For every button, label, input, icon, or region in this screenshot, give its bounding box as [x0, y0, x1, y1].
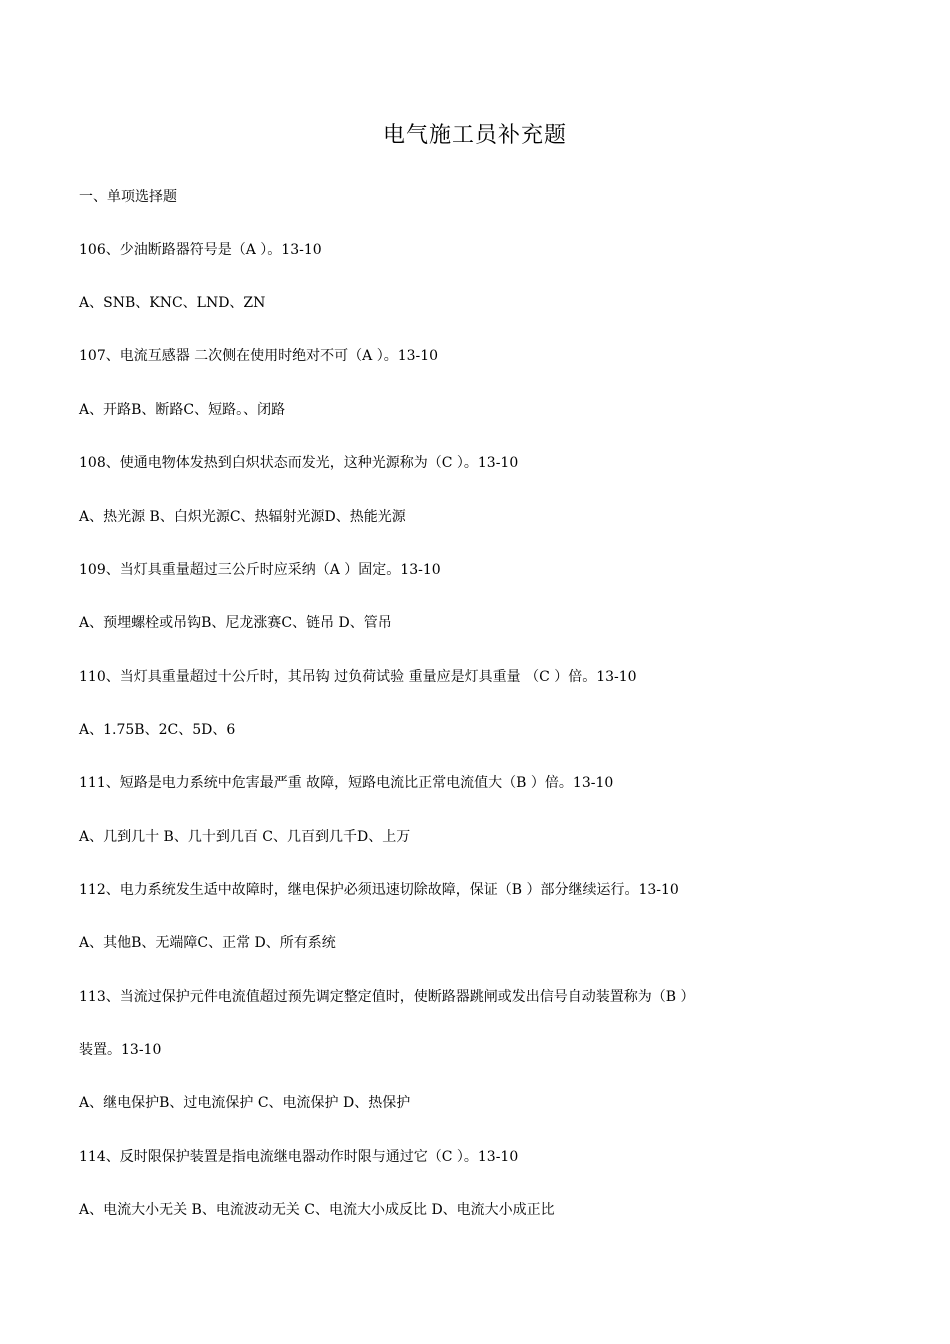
- section-heading: 一、单项选择题: [79, 189, 177, 205]
- options-114: A、电流大小无关 B、电流波动无关 C、电流大小成反比 D、电流大小成正比: [79, 1202, 555, 1218]
- options-113: A、继电保护B、过电流保护 C、电流保护 D、热保护: [79, 1095, 411, 1111]
- question-112: 112、电力系统发生适中故障时，继电保护必须迅速切除故障，保证（B ）部分继续运行。13-10: [79, 882, 679, 898]
- question-113-continued: 装置。13-10: [79, 1042, 162, 1058]
- question-109: 109、当灯具重量超过三公斤时应采纳（A ）固定。13-10: [79, 562, 441, 578]
- document-title: 电气施工员补充题: [382, 123, 567, 148]
- question-106: 106、少油断路器符号是（A ）。13-10: [79, 242, 322, 258]
- options-108: A、热光源 B、白炽光源C、热辐射光源D、热能光源: [79, 509, 406, 525]
- question-108: 108、使通电物体发热到白炽状态而发光，这种光源称为（C ）。13-10: [79, 455, 519, 471]
- question-113: 113、当流过保护元件电流值超过预先调定整定值时，使断路器跳闸或发出信号自动装置称为（B ）: [79, 989, 695, 1005]
- question-111: 111、短路是电力系统中危害最严重 故障，短路电流比正常电流值大（B ）倍。13-10: [79, 775, 614, 791]
- options-110: A、1.75B、2C、5D、6: [79, 722, 236, 738]
- question-110: 110、当灯具重量超过十公斤时，其吊钩 过负荷试验 重量应是灯具重量 （C ）倍。13-10: [79, 669, 637, 685]
- options-106: A、SNB、KNC、LND、ZN: [79, 295, 266, 311]
- options-107: A、开路B、断路C、短路。、闭路: [79, 402, 286, 418]
- question-114: 114、反时限保护装置是指电流继电器动作时限与通过它（C ）。13-10: [79, 1149, 519, 1165]
- options-109: A、预埋螺栓或吊钩B、尼龙涨赛C、链吊 D、管吊: [79, 615, 392, 631]
- options-111: A、几到几十 B、几十到几百 C、几百到几千D、上万: [79, 829, 411, 845]
- options-112: A、其他B、无端障C、正常 D、所有系统: [79, 935, 336, 951]
- question-107: 107、电流互感器 二次侧在使用时绝对不可（A ）。13-10: [79, 348, 439, 364]
